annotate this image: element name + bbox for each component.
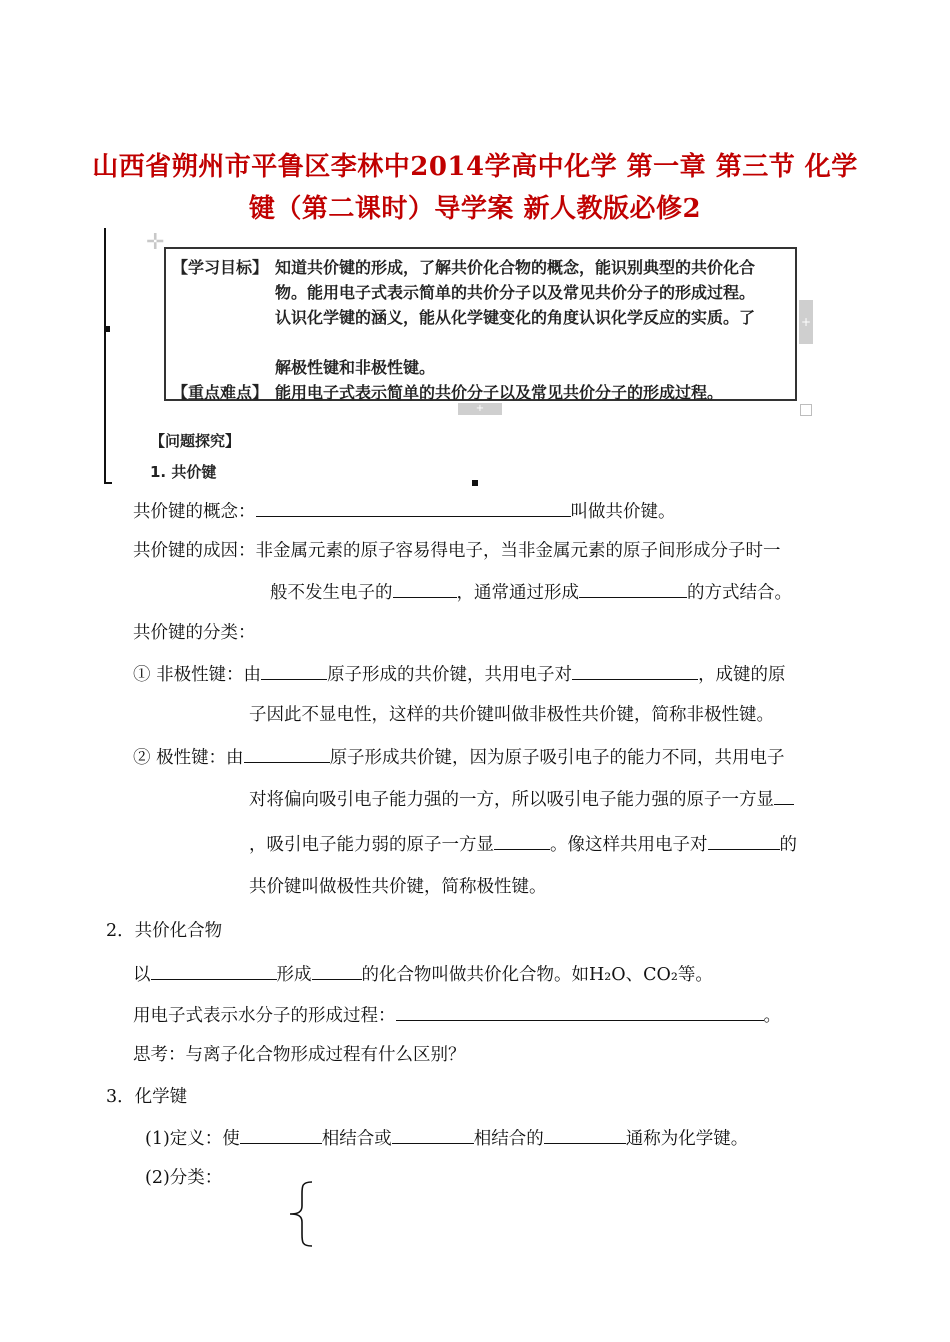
cause-text-2a: 般不发生电子的 [270,583,393,603]
bond-def-d: 通称为化学键。 [625,1129,749,1149]
polar-line-3 [249,831,797,857]
margin-marker [104,326,110,332]
polar-b: 原子形成共价键，因为原子吸引电子的能力不同，共用电子 [329,748,785,768]
nonpolar-c: ，成键的原 [698,665,786,685]
blank-cause-2[interactable] [579,579,687,598]
blank-polar-3[interactable] [494,831,550,850]
cause-text-2b: ，通常通过形成 [456,583,579,603]
blank-compound-1[interactable] [151,961,277,980]
blank-nonpolar-1[interactable] [261,661,327,680]
page-title-line-1: 山西省朔州市平鲁区李林中2014学高中化学 第一章 第三节 化学 [92,152,858,182]
blank-concept[interactable] [256,498,571,517]
section-2-title: 2．共价化合物 [106,921,223,941]
blank-water[interactable] [396,1002,764,1021]
blank-polar-1[interactable] [244,744,330,763]
nonpolar-b: 原子形成的共价键，共用电子对 [327,665,573,685]
cause-line-2 [270,579,792,605]
move-handle-icon[interactable]: ✛ [146,230,165,255]
goal-label: 【学习目标】 [172,258,269,277]
polar-e: 。像这样共用电子对 [550,835,708,855]
blank-cause-1[interactable] [393,579,457,598]
goal-line-1: 知道共价键的形成，了解共价化合物的概念，能识别典型的共价化合 [275,258,756,277]
key-text: 能用电子式表示简单的共价分子以及常见共价分子的形成过程。 [275,383,724,402]
key-label: 【重点难点】 [172,383,269,402]
blank-bond-3[interactable] [544,1125,626,1144]
polar-d: ，吸引电子能力弱的原子一方显 [249,835,494,855]
resize-handle-bottom[interactable]: + [458,403,502,415]
bond-def-b: 相结合或 [321,1129,392,1149]
explore-label: 【问题探究】 [150,432,241,450]
cause-text-2c: 的方式结合。 [687,583,792,603]
think-line: 思考：与离子化合物形成过程有什么区别？ [133,1045,466,1065]
blank-nonpolar-2[interactable] [572,661,698,680]
page-title-line-2: 键（第二课时）导学案 新人教版必修2 [248,194,702,224]
bond-class-label: (2)分类： [145,1168,223,1188]
resize-corner-icon[interactable] [800,404,812,416]
cause-line-1 [133,539,781,563]
compound-c: 的化合物叫做共价化合物。如H₂O、CO₂等。 [361,965,713,985]
section-1-title: 1. 共价键 [150,463,217,481]
section-3-title: 3．化学键 [106,1087,188,1107]
blank-polar-2[interactable] [774,786,794,805]
nonpolar-line-2: 子因此不显电性，这样的共价键叫做非极性共价键，简称非极性键。 [249,705,774,725]
compound-def-line [133,961,713,987]
bond-def-line [145,1125,748,1151]
bond-def-c: 相结合的 [473,1129,544,1149]
water-line [133,1002,781,1028]
polar-line-2 [249,786,794,812]
polar-a: ② 极性键：由 [133,748,244,768]
goal-line-3: 认识化学键的涵义，能从化学键变化的角度认识化学反应的实质。了 [275,308,756,327]
curly-brace-icon [286,1180,316,1248]
water-end: 。 [763,1006,781,1026]
nonpolar-a: ① 非极性键：由 [133,665,262,685]
compound-a: 以 [133,965,151,985]
water-prefix: 用电子式表示水分子的形成过程： [133,1006,396,1026]
resize-handle-right[interactable]: + [799,300,813,344]
blank-compound-2[interactable] [312,961,362,980]
concept-line [133,498,676,524]
margin-stub [104,482,112,484]
polar-line-1 [133,744,785,770]
polar-c: 对将偏向吸引电子能力强的一方，所以吸引电子能力强的原子一方显 [249,790,774,810]
blank-polar-4[interactable] [708,831,780,850]
margin-marker [472,480,478,486]
bond-def-a: (1)定义：使 [145,1129,240,1149]
polar-f: 的 [779,835,797,855]
classify-label: 共价键的分类： [133,623,256,643]
blank-bond-1[interactable] [240,1125,322,1144]
compound-b: 形成 [276,965,312,985]
polar-line-4: 共价键叫做极性共价键，简称极性键。 [249,877,547,897]
nonpolar-line-1 [133,661,786,687]
goal-line-4: 解极性键和非极性键。 [275,358,436,377]
cause-text-1: 非金属元素的原子容易得电子，当非金属元素的原子间形成分子时一 [255,541,781,561]
goal-line-2: 物。能用电子式表示简单的共价分子以及常见共价分子的形成过程。 [275,283,756,302]
left-margin-bar [104,228,106,483]
concept-suffix: 叫做共价键。 [570,502,676,522]
blank-bond-2[interactable] [392,1125,474,1144]
cause-prefix: 共价键的成因： [133,541,256,561]
concept-prefix: 共价键的概念： [133,502,256,522]
